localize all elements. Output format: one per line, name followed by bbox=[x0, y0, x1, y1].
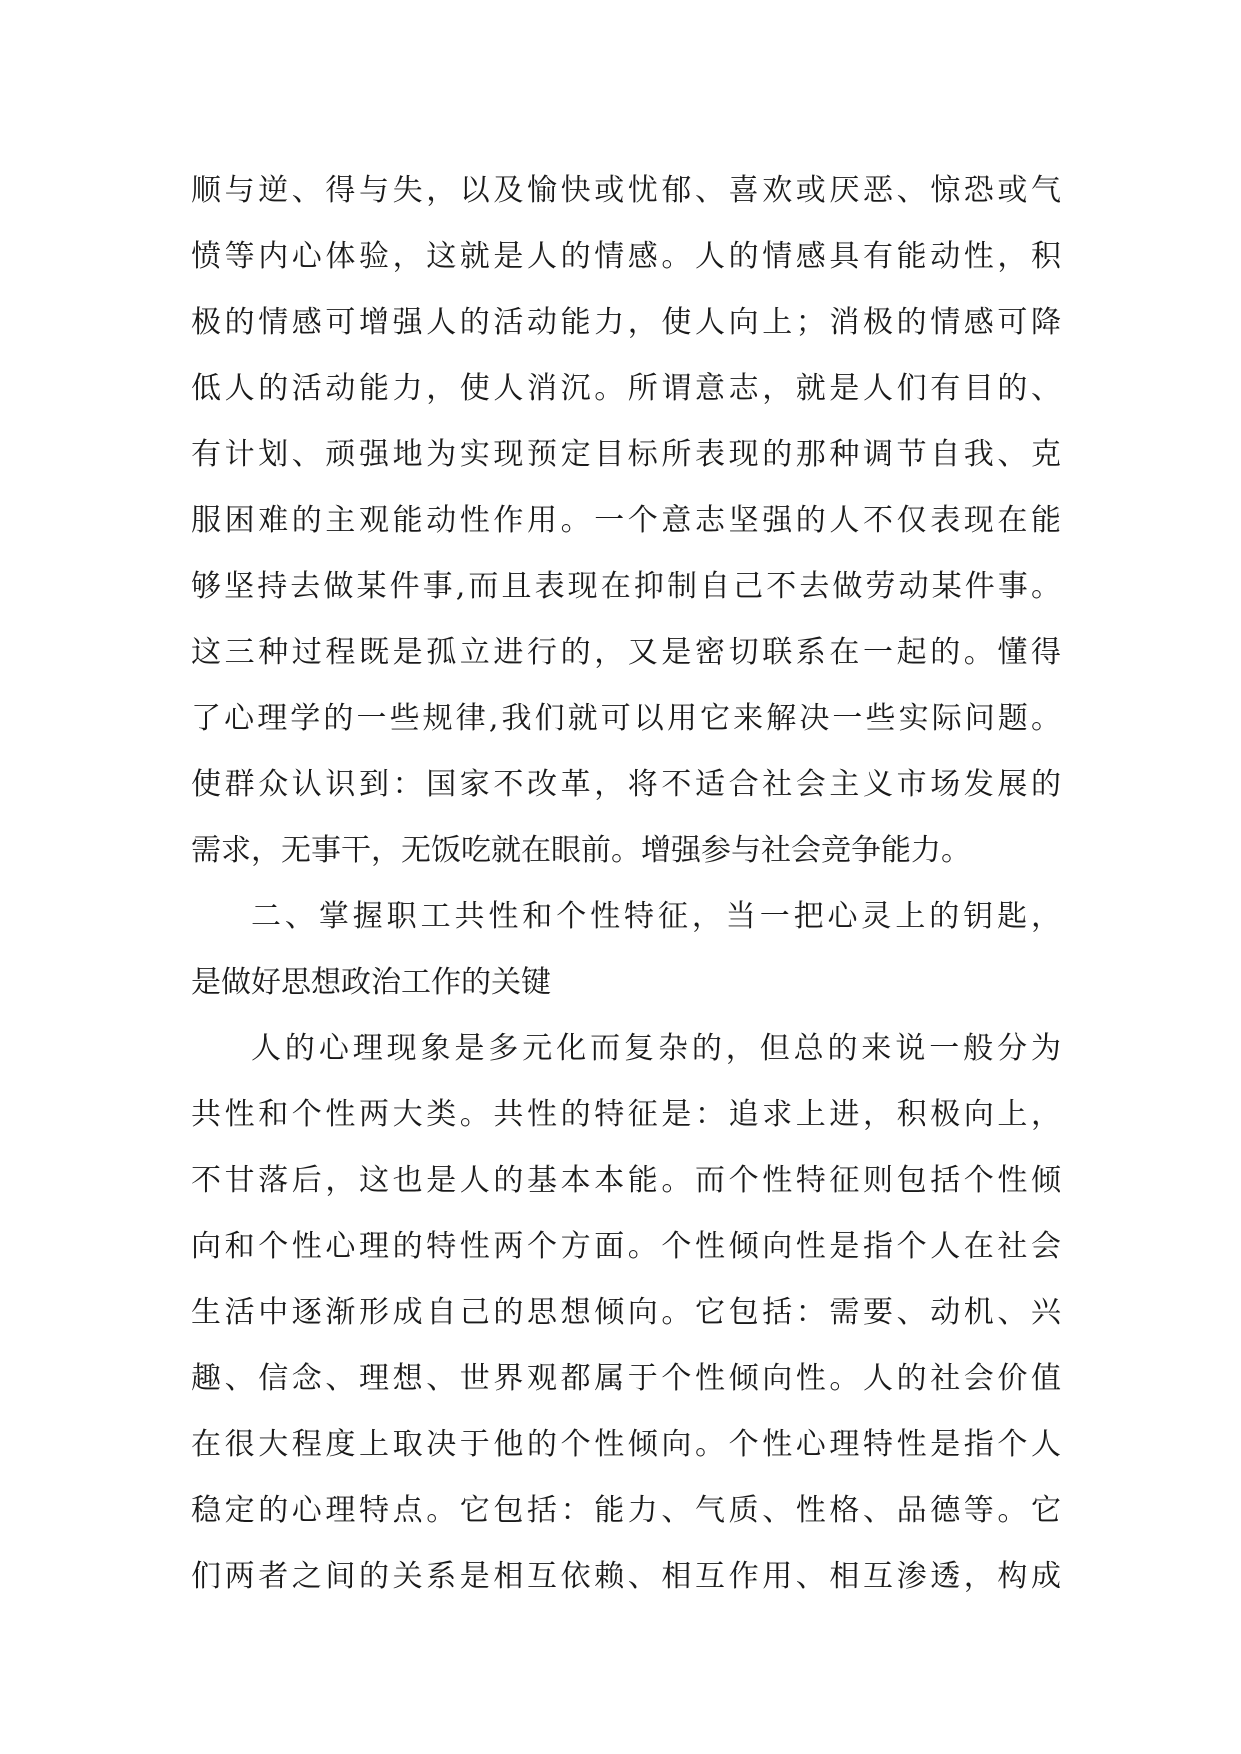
text-line: 生活中逐渐形成自己的思想倾向。它包括：需要、动机、兴 bbox=[191, 1295, 1061, 1330]
text-line: 在很大程度上取决于他的个性倾向。个性心理特性是指个人 bbox=[191, 1427, 1061, 1462]
section-heading-line: 二、掌握职工共性和个性特征，当一把心灵上的钥匙， bbox=[251, 899, 1061, 934]
text-line: 这三种过程既是孤立进行的，又是密切联系在一起的。懂得 bbox=[191, 635, 1061, 670]
text-line: 够坚持去做某件事,而且表现在抑制自己不去做劳动某件事。 bbox=[191, 569, 1061, 604]
text-line: 低人的活动能力，使人消沉。所谓意志，就是人们有目的、 bbox=[191, 371, 1061, 406]
text-line: 们两者之间的关系是相互依赖、相互作用、相互渗透，构成 bbox=[191, 1559, 1061, 1594]
text-line: 顺与逆、得与失，以及愉快或忧郁、喜欢或厌恶、惊恐或气 bbox=[191, 173, 1061, 208]
text-line: 极的情感可增强人的活动能力，使人向上；消极的情感可降 bbox=[191, 305, 1061, 340]
text-line: 使群众认识到：国家不改革，将不适合社会主义市场发展的 bbox=[191, 767, 1061, 802]
text-line: 有计划、顽强地为实现预定目标所表现的那种调节自我、克 bbox=[191, 437, 1061, 472]
text-line: 了心理学的一些规律,我们就可以用它来解决一些实际问题。 bbox=[191, 701, 1061, 736]
text-line: 趣、信念、理想、世界观都属于个性倾向性。人的社会价值 bbox=[191, 1361, 1061, 1396]
text-line: 需求，无事干，无饭吃就在眼前。增强参与社会竞争能力。 bbox=[191, 833, 971, 868]
text-line: 人的心理现象是多元化而复杂的，但总的来说一般分为 bbox=[251, 1031, 1061, 1066]
text-line: 向和个性心理的特性两个方面。个性倾向性是指个人在社会 bbox=[191, 1229, 1061, 1264]
text-line: 不甘落后，这也是人的基本本能。而个性特征则包括个性倾 bbox=[191, 1163, 1061, 1198]
text-line: 服困难的主观能动性作用。一个意志坚强的人不仅表现在能 bbox=[191, 503, 1061, 538]
body-text bbox=[191, 158, 1061, 1610]
text-line: 愤等内心体验，这就是人的情感。人的情感具有能动性，积 bbox=[191, 239, 1061, 274]
text-line: 共性和个性两大类。共性的特征是：追求上进，积极向上， bbox=[191, 1097, 1061, 1132]
text-line: 稳定的心理特点。它包括：能力、气质、性格、品德等。它 bbox=[191, 1493, 1061, 1528]
section-heading-line: 是做好思想政治工作的关键 bbox=[191, 965, 551, 1000]
